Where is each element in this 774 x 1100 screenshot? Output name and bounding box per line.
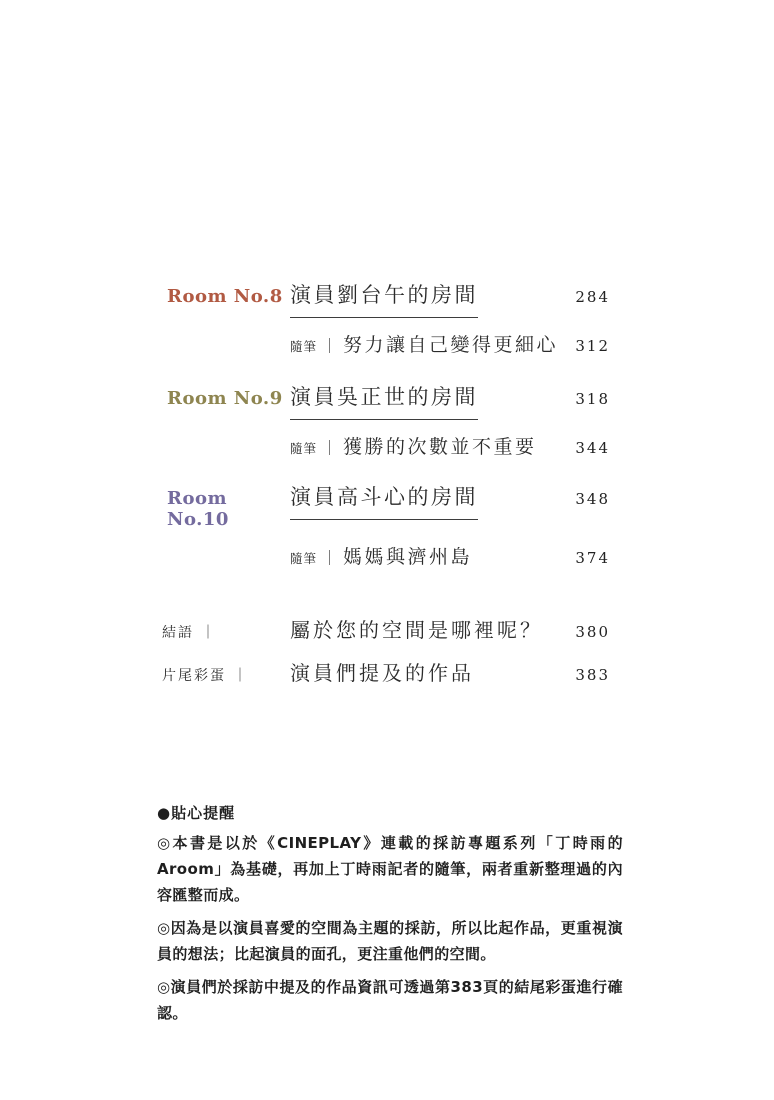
toc-entry-room-8 (167, 279, 610, 357)
chapter-title: 演員劉台午的房間 (290, 279, 478, 318)
toc-entry-room-9 (167, 381, 610, 459)
notes-heading-text: 貼心提醒 (171, 804, 236, 822)
essay-title: 努力讓自己變得更細心 (343, 334, 559, 356)
chapter-page-number: 318 (575, 390, 610, 408)
note-text: 因為是以演員喜愛的空間為主題的採訪，所以比起作品，更重視演員的想法；比起演員的面孔，更注重他們的空間。 (157, 919, 623, 963)
essay-title: 媽媽與濟州島 (343, 546, 473, 568)
chapter-page-number: 284 (575, 288, 610, 306)
divider-bar: ｜ (233, 668, 247, 684)
toc-title-row (167, 279, 610, 318)
essay-prefix-label: 隨筆 (290, 551, 318, 566)
chapter-title: 演員吳正世的房間 (290, 381, 478, 420)
essay-prefix-label: 隨筆 (290, 441, 318, 456)
room-number-label: Room No.9 (167, 388, 283, 409)
toc-title-row (167, 381, 610, 420)
toc-essay-row (167, 432, 610, 459)
note-item (157, 915, 623, 967)
divider-bar: ｜ (322, 549, 338, 567)
filled-circle-bullet-icon: ● (157, 803, 172, 822)
note-item (157, 974, 623, 1026)
note-text: 本書是以於《CINEPLAY》連載的採訪專題系列「丁時雨的Aroom」為基礎，再加上丁時雨記者的隨筆，兩者重新整理過的內容匯整而成。 (157, 834, 623, 904)
toc-title-row (167, 481, 610, 530)
double-circle-bullet-icon: ◎ (157, 919, 171, 937)
epilogue-title: 屬於您的空間是哪裡呢？ (290, 618, 543, 642)
bonus-title: 演員們提及的作品 (290, 661, 474, 685)
note-item (157, 830, 623, 908)
note-text: 演員們於採訪中提及的作品資訊可透過第383頁的結尾彩蛋進行確認。 (157, 978, 623, 1022)
essay-page-number: 374 (575, 549, 610, 567)
notes-section (157, 802, 623, 1026)
chapter-page-number: 348 (575, 490, 610, 508)
notes-heading (157, 802, 623, 823)
chapter-title: 演員高斗心的房間 (290, 481, 478, 520)
bonus-label: 片尾彩蛋 (162, 668, 226, 684)
essay-title: 獲勝的次數並不重要 (343, 436, 537, 458)
double-circle-bullet-icon: ◎ (157, 834, 173, 852)
toc-entry-room-10 (167, 481, 610, 569)
double-circle-bullet-icon: ◎ (157, 978, 171, 996)
bonus-page-number: 383 (575, 666, 610, 684)
room-number-label: Room No.8 (167, 286, 283, 307)
essay-prefix-label: 隨筆 (290, 339, 318, 354)
toc-entry-epilogue (162, 614, 610, 643)
essay-page-number: 344 (575, 439, 610, 457)
divider-bar: ｜ (322, 337, 338, 355)
divider-bar: ｜ (322, 439, 338, 457)
epilogue-page-number: 380 (575, 623, 610, 641)
epilogue-label: 結語 (162, 625, 194, 641)
toc-entry-bonus (162, 657, 610, 686)
toc-essay-row (167, 542, 610, 569)
room-number-label: Room No.10 (167, 488, 229, 530)
essay-page-number: 312 (575, 337, 610, 355)
divider-bar: ｜ (201, 625, 215, 641)
toc-essay-row (167, 330, 610, 357)
